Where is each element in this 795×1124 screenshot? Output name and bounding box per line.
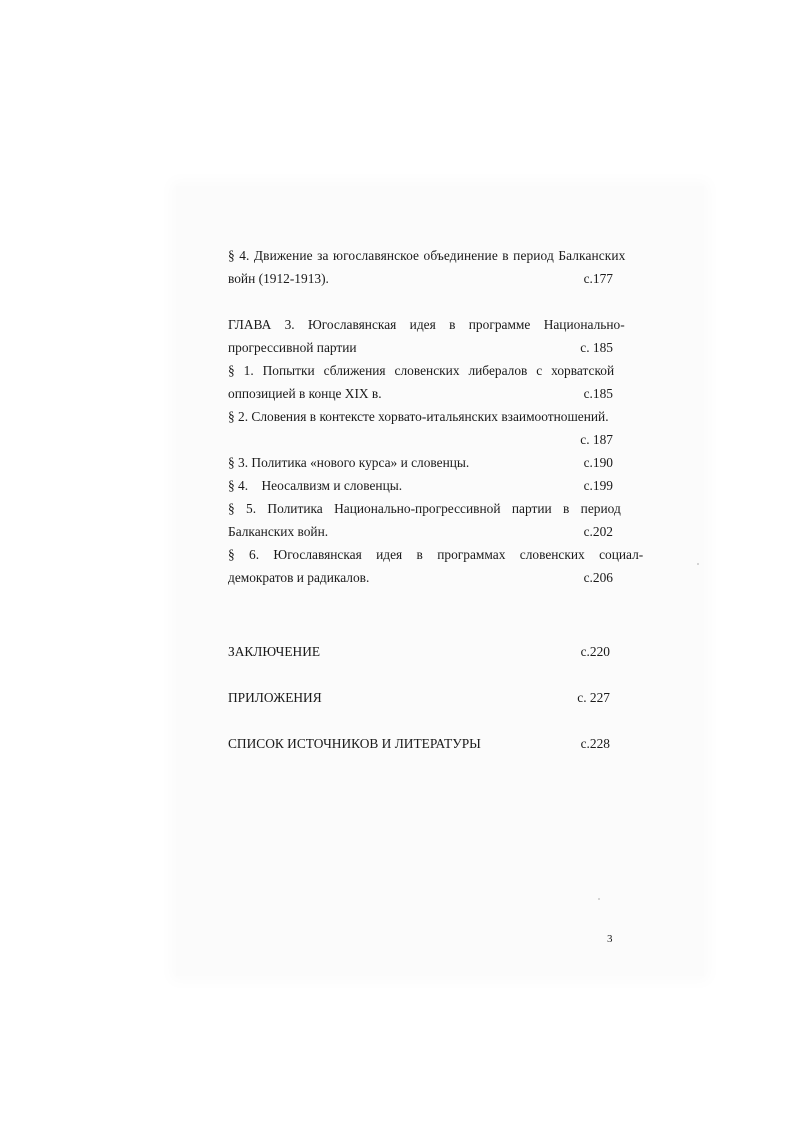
toc-entry-text: оппозицией в конце XIX в. — [228, 386, 382, 401]
toc-section-bibliography — [228, 720, 613, 766]
toc-page-ref: с.202 — [583, 524, 613, 539]
toc-line-justified — [228, 497, 621, 520]
scan-speck — [697, 563, 699, 565]
toc-page-ref: с.199 — [583, 478, 613, 493]
toc-page-ref: с. 185 — [580, 340, 613, 355]
toc-section-conclusion — [228, 628, 613, 674]
toc-line — [228, 566, 613, 589]
toc-page-ref: с.206 — [583, 570, 613, 585]
toc-section-title: ЗАКЛЮЧЕНИЕ — [228, 643, 321, 659]
toc-line-justified — [228, 244, 626, 267]
toc-line — [228, 405, 613, 428]
toc-line — [228, 451, 613, 474]
toc-line-justified — [228, 359, 613, 382]
toc-line — [228, 474, 613, 497]
scan-speck — [598, 898, 600, 900]
page-number: 3 — [607, 933, 613, 945]
toc-entry-text: § 4. Движение за югославянское объединение в период Балканских — [228, 248, 626, 263]
toc-entry-text: Балканских войн. — [228, 524, 329, 539]
toc-entry-text: § 5. Политика Национально-прогрессивной партии в период — [228, 501, 621, 516]
toc-page-ref: с. 187 — [580, 432, 613, 447]
toc-section-title: ПРИЛОЖЕНИЯ — [228, 689, 322, 705]
toc-chapter-line — [228, 313, 625, 336]
toc-page-ref: с.220 — [580, 643, 610, 659]
toc-page-ref: с.190 — [583, 455, 613, 470]
toc-entry-text: демократов и радикалов. — [228, 570, 370, 585]
toc-section-title: СПИСОК ИСТОЧНИКОВ И ЛИТЕРАТУРЫ — [228, 735, 481, 751]
toc-entry-text: прогрессивной партии — [228, 340, 357, 355]
toc-entry-text: § 4. Неосалвизм и словенцы. — [228, 478, 403, 493]
toc-entry-text: войн (1912-1913). — [228, 271, 329, 286]
toc-line — [228, 428, 613, 451]
toc-line — [228, 382, 613, 405]
toc-line — [228, 267, 613, 290]
toc-entry-text: § 3. Политика «нового курса» и словенцы. — [228, 455, 470, 470]
toc-line-justified — [228, 543, 644, 566]
toc-page-ref: с.177 — [583, 271, 613, 286]
toc-line — [228, 336, 613, 359]
toc-entry-text: § 2. Словения в контексте хорвато-итальянских взаимоотношений. — [228, 409, 609, 424]
toc-page-ref: с. 227 — [577, 689, 610, 705]
toc-entry-text: § 6. Югославянская идея в программах словенских социал- — [228, 547, 644, 562]
toc-page-ref: с.228 — [580, 735, 610, 751]
toc-chapter-text: ГЛАВА 3. Югославянская идея в программе Национально- — [228, 317, 625, 332]
toc-section-appendices — [228, 674, 613, 720]
table-of-contents — [228, 244, 644, 766]
toc-page-ref: с.185 — [583, 386, 613, 401]
toc-line — [228, 520, 613, 543]
toc-entry-text: § 1. Попытки сближения словенских либералов с хорватской — [228, 363, 615, 378]
